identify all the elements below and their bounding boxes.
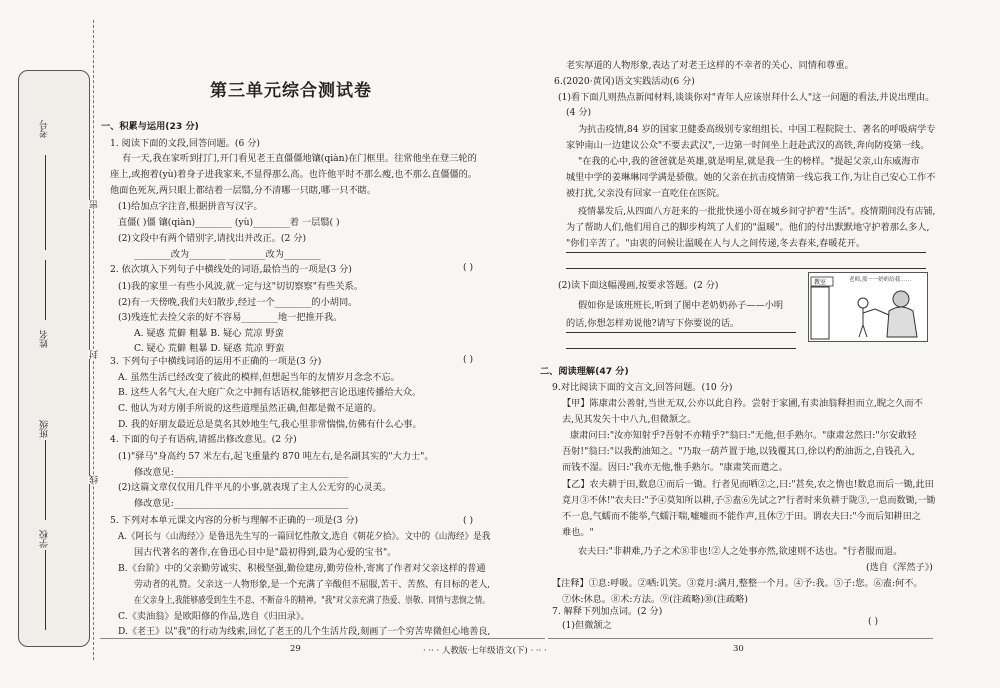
left-line: B.《台阶》中的父亲勤劳诚实、积极坚强,勤俭建房,勤劳俭朴,寄寓了作者对父亲这样的普通 — [118, 563, 486, 574]
page-title: 第三单元综合测试卷 — [210, 81, 372, 101]
left-line: 他面色死灰,两只眼上都结着一层翳,分不清哪一只瞎,哪一只不瞎。 — [110, 185, 377, 196]
footer-edition: · ·· · 人教版·七年级语文(下) · ·· · — [423, 646, 547, 656]
left-page-number: 29 — [290, 644, 301, 654]
right-line: 竟月③不休!"农夫曰:"予④莫知所以耕,子⑤盍⑥先试之?"行者时来负耕于陇③,一息而数锄,一锄 — [562, 495, 936, 506]
left-line: (1)给加点字注音,根据拼音写汉字。 — [118, 201, 263, 212]
right-line: 吾射!"翁曰:"以我酌油知之。"乃取一葫芦置于地,以钱覆其口,徐以杓酌油沥之,自钱孔入, — [562, 446, 915, 457]
right-line: 难也。" — [562, 527, 594, 538]
left-line: 5. 下列对本单元课文内容的分析与理解不正确的一项是(3 分) — [110, 515, 359, 526]
name-label: 姓名 — [40, 330, 50, 348]
left-line: 3. 下列句子中横线词语的运用不正确的一项是(3 分) — [110, 356, 322, 367]
left-line: (2)这篇文章仅仅用几件平凡的小事,就表现了主人公无穷的心灵美。 — [118, 482, 392, 493]
left-line: (1)我的家里一有些小风波,就一定与这"切切察察"有些关系。 — [118, 281, 363, 292]
right-line: 6.(2020·黄冈)语文实践活动(6 分) — [554, 76, 695, 87]
comic-image — [808, 272, 928, 342]
answer-line-6-1a[interactable] — [566, 252, 926, 253]
right-line: 【注释】①息:呼吸。②哂:讥笑。③竟月:满月,整整一个月。④予:我。⑤子:您。⑥盍:何不。 — [552, 578, 923, 589]
left-line: 国古代著名的著作,在鲁迅心目中是"最初得到,最为心爱的宝书"。 — [134, 547, 397, 558]
right-line: 而钱不湿。因曰:"我亦无他,惟手熟尔。"康肃笑而遣之。 — [562, 462, 788, 473]
right-line: 【甲】陈康肃公善射,当世无双,公亦以此自矜。尝射于家圃,有卖油翁释担而立,睨之久而不 — [562, 398, 923, 409]
right-line: 去,见其发矢十中八九,但微颔之。 — [562, 414, 697, 425]
left-line: A. 虽然生活已经改变了彼此的模样,但想起当年的友情岁月念念不忘。 — [118, 372, 400, 383]
answer-paren-q3[interactable]: ( ) — [463, 354, 474, 365]
left-line: 有一天,我在家听到打门,开门看见老王直僵僵地镶(qiàn)在门框里。往常他坐在登三轮的 — [122, 153, 477, 164]
right-line: (1)但微颔之 — [562, 620, 612, 631]
right-line: 康肃问曰:"汝亦知射乎?吾射不亦精乎?"翁曰:"无他,但手熟尔。"康肃忿然曰:"尔安敢轻 — [570, 430, 917, 441]
right-line: ⑦休:休息。⑧术:方法。⑨(注疏略)⑩(注疏略) — [562, 594, 748, 605]
right-line: 老实厚道的人物形象,表达了对老王这样的不幸者的关心、同情和尊重。 — [566, 60, 854, 71]
exam-no-label: 考号 — [40, 120, 50, 138]
left-line: 劳动者的礼赞。父亲这一人物形象,是一个充满了辛酸但不屈服,苦干、苦熬、有目标的老人, — [134, 579, 491, 590]
right-line: 被打扰,父亲没有回家一直吃住在医院。 — [566, 188, 726, 199]
right-line: 城里中学的姜琳琳同学满是骄傲。她的父亲在抗击疫情第一线忘我工作,为让自己安心工作不 — [566, 172, 936, 183]
right-line: 不一息,气蠕而不能举,气蠕汗喘,嘘嘘而不能作声,且休⑦于田。谓农夫曰:"今而后知耕田之 — [562, 511, 921, 522]
left-line: (2)文段中有两个错别字,请找出并改正。(2 分) — [118, 233, 307, 244]
left-line: B. 这些人名气大,在大庭广众之中拥有话语权,能够把言论迅速传播给大众。 — [118, 387, 422, 398]
left-line: 修改意见:______________________________________ — [134, 467, 349, 478]
right-line: "你们辛苦了。"由衷的问候让温暖在人与人之间传递,冬去春来,春暖花开。 — [566, 238, 866, 249]
left-line: 4. 下面的句子有语病,请摇出修改意见。(2 分) — [110, 434, 297, 445]
left-line: D. 我的好朋友最近总是莫名其妙地生气,我心里非常惴惴,仿佛有什么心事。 — [118, 419, 422, 430]
right-line: 农夫曰:"非耕难,乃子之术⑧非也!②人之处事亦然,欲速则不达也。"行者服而退。 — [578, 546, 903, 557]
school-label: 学校 — [40, 530, 50, 548]
class-line — [45, 440, 46, 520]
comic-speech: 老师,那一一奶奶给我…… — [849, 277, 912, 283]
right-line: (4 分) — [566, 107, 592, 118]
left-line: (3)残连忙去捡父亲的好不容易________地一把推开我。 — [118, 312, 343, 323]
left-line: 直僵( )僵 镶(qiàn)________ (yù)________着 一层翳( ) — [118, 217, 340, 228]
right-line: 为了帮助人们,他们用自己的脚步构筑了人们的"温暖"。他们的付出默默地守护着那么多人, — [566, 222, 930, 233]
left-line: (1)"驿马"身高约 57 米左右,起飞重量约 870 吨左右,是名副其实的"大力士"。 — [118, 451, 434, 462]
left-line: (2)有一天傍晚,我们夫妇散步,经过一个________的小胡同。 — [118, 297, 358, 308]
right-line: 假如你是该班班长,听到了图中老奶奶孙子——小明 — [578, 300, 784, 311]
left-line: D.《老王》以"我"的行动为线索,回忆了老王的几个生活片段,刻画了一个穷苦卑微但心地善良, — [118, 626, 491, 637]
left-line: ________改为________ ________改为________ — [134, 249, 321, 260]
right-page-number: 30 — [733, 644, 744, 654]
right-line: 7. 解释下列加点词。(2 分) — [552, 606, 663, 617]
answer-paren-q5[interactable]: ( ) — [463, 515, 474, 526]
class-label: 班级 — [40, 420, 50, 438]
left-line: A.《阿长与〈山海经〉》是鲁迅先生写的一篇回忆性散文,选自《朝花夕拾》。文中的《山海经》是我 — [118, 531, 491, 542]
right-footer-rule — [548, 638, 933, 639]
left-line: 一、积累与运用(23 分) — [101, 121, 199, 132]
right-line: (2)读下面这幅漫画,按要求答题。(2 分) — [558, 280, 719, 291]
name-line — [45, 260, 46, 320]
left-line: C. 他认为对方刚手所说的这些道理虽然正确,但都是微不足道的。 — [118, 403, 382, 414]
seal-feng: 封 — [90, 350, 100, 359]
right-line: 【乙】农夫耕于田,数息①而后一锄。行者见而哂②之,曰:"甚矣,农之惰也!数息而后一锄,此田 — [562, 479, 934, 490]
answer-line-6-2a[interactable] — [566, 332, 796, 333]
left-line: A. 疑惑 荒僻 粗暴 B. 疑心 荒凉 野蛮 — [134, 328, 284, 339]
binding-strip — [18, 70, 90, 647]
right-line: 为抗击疫情,84 岁的国家卫健委高级别专家组组长、中国工程院院士、著名的呼吸病学专 — [578, 124, 936, 135]
left-footer-rule — [100, 638, 545, 639]
right-line: (1)看下面几则热点新闻材料,谈谈你对"青年人应该崇拜什么人"这一问题的看法,并说出理由。 — [558, 92, 935, 103]
left-line: 修改意见:______________________________________ — [134, 498, 349, 509]
answer-paren-q2[interactable]: ( ) — [463, 262, 474, 273]
exam-no-line — [45, 155, 46, 250]
cut-line — [93, 20, 94, 660]
school-line — [45, 550, 46, 630]
board-label: 教室 — [814, 279, 827, 286]
left-line: 在父亲身上,我能够感受到生生不息、不断奋斗的精神。"我"对父亲充满了热爱、崇敬、同情与悲悯之情。 — [134, 595, 490, 606]
right-line: 家钟南山一边建议公众"不要去武汉",一边第一时间坐上赶赴武汉的高铁,奔向防疫第一线。 — [566, 140, 930, 151]
answer-paren-q7[interactable]: ( ) — [868, 616, 879, 627]
comic-drawing — [809, 273, 927, 341]
right-line: "在我的心中,我的爸爸就是英雄,就是明星,就是我一生的榜样。"提起父亲,山东威海市 — [578, 156, 920, 167]
right-line: (选自《浑然子》) — [866, 562, 933, 573]
left-line: 1. 阅读下面的文段,回答问题。(6 分) — [110, 138, 260, 149]
right-line: 9.对比阅读下面的文言文,回答问题。(10 分) — [552, 382, 733, 393]
answer-line-6-1b[interactable] — [566, 268, 926, 269]
right-line: 的话,你想怎样劝说他?请写下你要说的话。 — [566, 318, 740, 329]
left-line: 座上,或抱着(yù)着身子进我家来,不显得那么高。也许他平时不那么瘦,也不那么直僵僵的。 — [110, 169, 477, 180]
left-line: C.《卖油翁》是欧阳修的作品,选自《归田录》。 — [118, 611, 310, 622]
left-line: 2. 依次填入下列句子中横线处的词语,最恰当的一项是(3 分) — [110, 264, 352, 275]
seal-xian: 线 — [90, 475, 100, 484]
left-line: C. 疑心 荒僻 粗暴 D. 疑惑 荒凉 野蛮 — [134, 343, 285, 354]
right-line: 二、阅读理解(47 分) — [540, 366, 629, 377]
answer-line-6-2b[interactable] — [566, 348, 796, 349]
seal-mi: 密 — [90, 200, 100, 209]
right-line: 疫情暴发后,从四面八方赶来的一批批快递小哥在城乡间守护着"生活"。疫情期间没有店铺, — [578, 206, 936, 217]
